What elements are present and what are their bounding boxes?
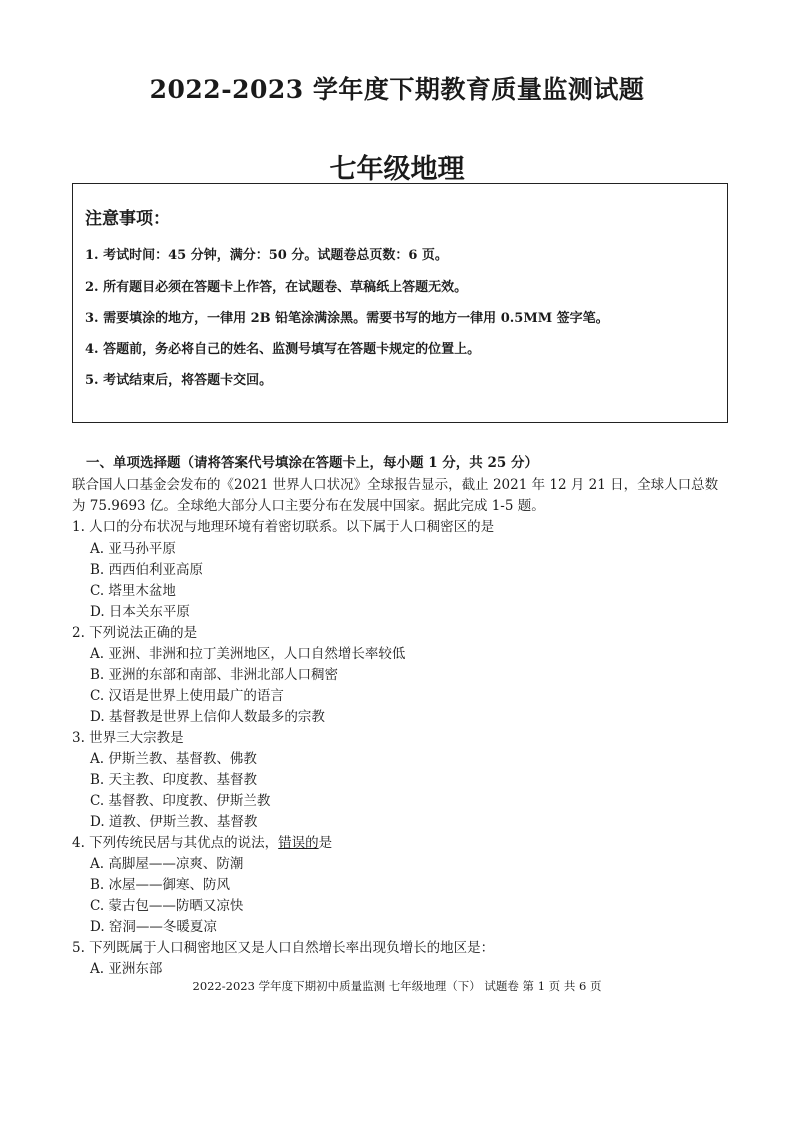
question-4-option-a: A. 高脚屋——凉爽、防潮 xyxy=(90,856,244,872)
question-1-option-a: A. 亚马孙平原 xyxy=(90,541,176,557)
page-footer: 2022-2023 学年度下期初中质量监测 七年级地理（下） 试题卷 第 1 页 共 6 页 xyxy=(192,979,602,993)
section-heading: 一、单项选择题（请将答案代号填涂在答题卡上，每小题 1 分，共 25 分） xyxy=(86,455,538,471)
question-4-option-c: C. 蒙古包——防晒又凉快 xyxy=(90,898,244,914)
question-1-stem: 1. 人口的分布状况与地理环境有着密切联系。以下属于人口稠密区的是 xyxy=(72,519,495,535)
notice-item-2: 2. 所有题目必须在答题卡上作答，在试题卷、草稿纸上答题无效。 xyxy=(85,280,468,295)
question-1-option-d: D. 日本关东平原 xyxy=(90,604,190,620)
question-3-option-b: B. 天主教、印度教、基督教 xyxy=(90,772,258,788)
question-5-stem: 5. 下列既属于人口稠密地区又是人口自然增长率出现负增长的地区是： xyxy=(72,940,495,956)
question-4-stem-emphasis: 错误的 xyxy=(278,835,319,851)
question-4-stem-pre: 4. 下列传统民居与其优点的说法， xyxy=(72,835,279,851)
question-2-stem: 2. 下列说法正确的是 xyxy=(72,625,198,641)
question-4-option-d: D. 窑洞——冬暖夏凉 xyxy=(90,919,217,935)
intro-line-2: 为 75.9693 亿。全球绝大部分人口主要分布在发展中国家。据此完成 1-5 题。 xyxy=(72,498,545,514)
question-1-option-c: C. 塔里木盆地 xyxy=(90,583,176,599)
exam-subject: 七年级地理 xyxy=(329,154,465,185)
question-2-option-a: A. 亚洲、非洲和拉丁美洲地区，人口自然增长率较低 xyxy=(90,646,406,662)
question-4-stem xyxy=(72,831,332,851)
notice-item-5: 5. 考试结束后，将答题卡交回。 xyxy=(85,373,273,388)
question-2-option-b: B. 亚洲的东部和南部、非洲北部人口稠密 xyxy=(90,667,339,683)
notice-item-4: 4. 答题前，务必将自己的姓名、监测号填写在答题卡规定的位置上。 xyxy=(85,342,481,357)
question-3-stem: 3. 世界三大宗教是 xyxy=(72,730,184,746)
question-3-option-d: D. 道教、伊斯兰教、基督教 xyxy=(90,814,258,830)
question-2-option-c: C. 汉语是世界上使用最广的语言 xyxy=(90,688,284,704)
question-1-option-b: B. 西西伯利亚高原 xyxy=(90,562,204,578)
notice-box xyxy=(72,183,728,423)
intro-line-1: 联合国人口基金会发布的《2021 世界人口状况》全球报告显示，截止 2021 年 12 月 21 日，全球人口总数 xyxy=(72,477,719,493)
question-4-option-b: B. 冰屋——御寒、防风 xyxy=(90,877,231,893)
question-2-option-d: D. 基督教是世界上信仰人数最多的宗教 xyxy=(90,709,325,725)
notice-item-1: 1. 考试时间：45 分钟，满分：50 分。试题卷总页数：6 页。 xyxy=(85,248,448,263)
question-5-option-a: A. 亚洲东部 xyxy=(90,961,163,977)
notice-heading: 注意事项： xyxy=(85,209,170,229)
question-3-option-a: A. 伊斯兰教、基督教、佛教 xyxy=(90,751,257,767)
question-3-option-c: C. 基督教、印度教、伊斯兰教 xyxy=(90,793,271,809)
exam-title: 2022-2023 学年度下期教育质量监测试题 xyxy=(149,75,645,104)
question-4-stem-post: 是 xyxy=(318,835,333,851)
notice-item-3: 3. 需要填涂的地方，一律用 2B 铅笔涂满涂黑。需要书写的地方一律用 0.5MM 签字笔。 xyxy=(85,311,609,326)
